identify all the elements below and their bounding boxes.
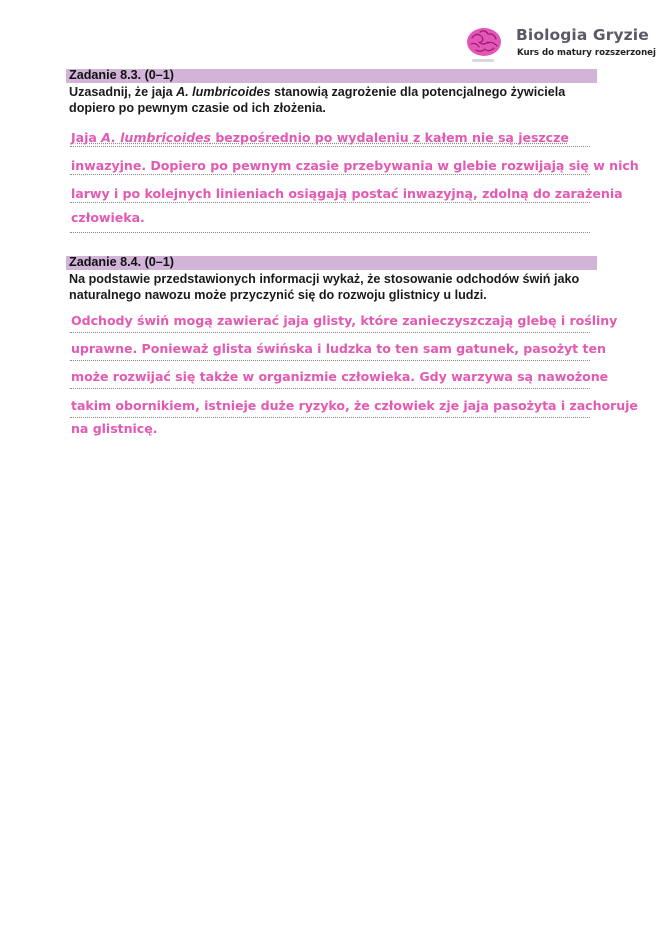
answer-line [70,148,639,175]
task-8-3-header [66,69,597,83]
answer-line [70,362,609,389]
answer-text: człowieka. [71,210,145,225]
task-8-4-question [69,271,579,303]
brand-title: Biologia Gryzie [516,26,649,44]
species-name: A. lumbricoides [176,85,271,99]
logo-shadow [472,59,494,62]
answer-line [70,206,590,233]
brand-subtitle: Kurs do matury rozszerzonej [517,48,656,58]
answer-line [70,334,606,361]
task-8-3-question [69,84,565,116]
answer-text: może rozwijać się także w organizmie człowieka. Gdy warzywa są nawożone [71,369,609,384]
answer-text: takim obornikiem, istnieje duże ryzyko, że człowiek zje jaja pasożyta i zachoruje [71,398,638,413]
answer-text: inwazyjne. Dopiero po pewnym czasie przebywania w glebie rozwijają się w nich [71,158,639,173]
question-line-2: dopiero po pewnym czasie od ich złożenia. [69,101,326,115]
question-line-1 [69,84,565,100]
answer-text: larwy i po kolejnych linieniach osiągają postać inwazyjną, zdolną do zarażenia [71,186,623,201]
answer-text: Odchody świń mogą zawierać jaja glisty, które zanieczyszczają glebę i rośliny [71,313,618,328]
answer-line [70,176,623,203]
task-title: Zadanie 8.3. (0–1) [69,68,174,82]
task-title: Zadanie 8.4. (0–1) [69,255,174,269]
answer-text: na glistnicę. [71,421,158,436]
brain-icon [466,26,502,58]
question-line-1: Na podstawie przedstawionych informacji wykaż, że stosowanie odchodów świń jako [69,272,580,286]
question-text: stanowią zagrożenie dla potencjalnego żywiciela [270,85,566,99]
task-8-4-header [66,256,597,270]
answer-line [70,306,618,333]
question-line-2: naturalnego nawozu może przyczynić się do rozwoju glistnicy u ludzi. [69,288,487,302]
answer-text: Jaja A. lumbricoides bezpośrednio po wydaleniu z kałem nie są jeszcze [71,130,569,145]
brand-header [466,24,656,64]
answer-text: uprawne. Ponieważ glista świńska i ludzka to ten sam gatunek, pasożyt ten [71,341,606,356]
answer-line [70,391,638,418]
answer-line [70,120,590,147]
question-text: Uzasadnij, że jaja [69,85,177,99]
